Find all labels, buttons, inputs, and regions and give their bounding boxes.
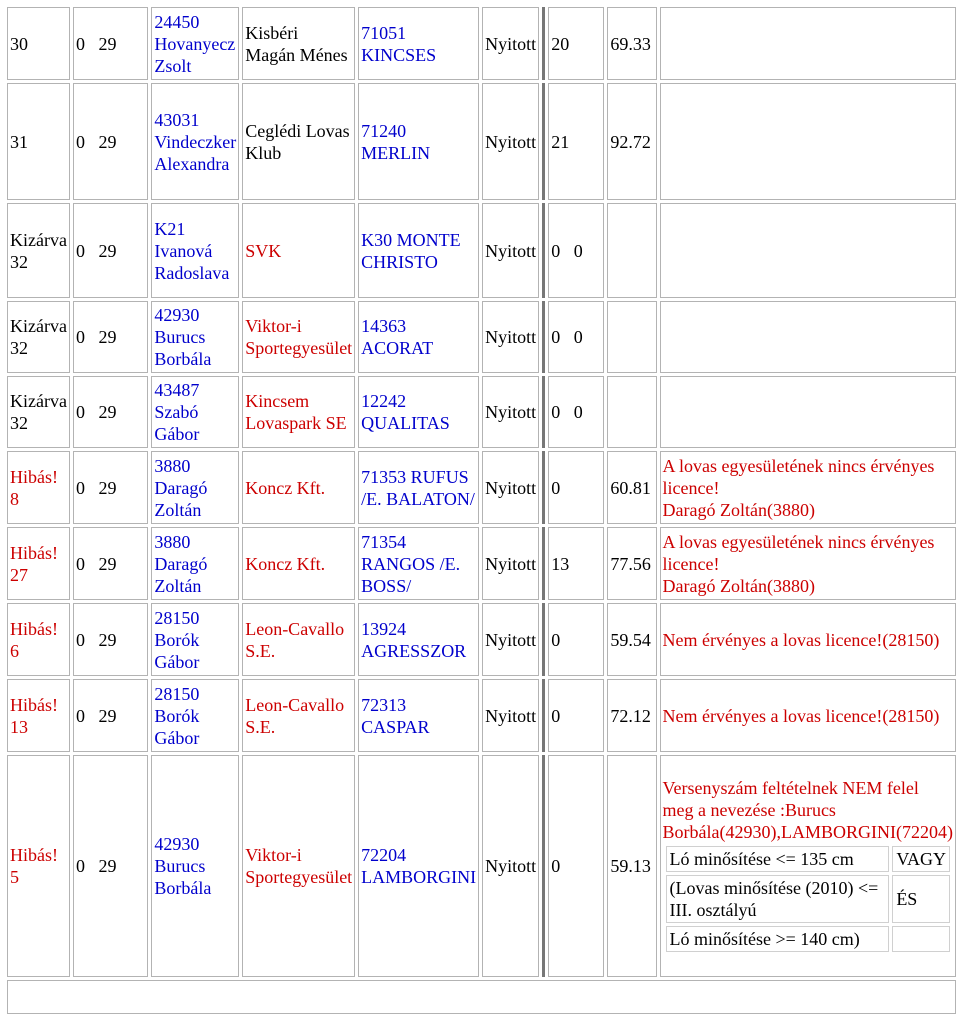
score-cell: 69.33 xyxy=(607,7,656,80)
results-table xyxy=(4,4,959,1017)
note-cell: A lovas egyesületének nincs érvényes licence! Daragó Zoltán(3880) xyxy=(660,527,956,600)
column-separator xyxy=(542,527,545,600)
score-cell xyxy=(607,301,656,373)
note-cell xyxy=(660,7,956,80)
rider-cell[interactable] xyxy=(151,679,239,752)
column-separator xyxy=(542,376,545,448)
horse-cell[interactable] xyxy=(358,755,479,977)
horse-link[interactable]: 71354 RANGOS /E. BOSS/ xyxy=(361,531,461,596)
fault-cell: 0 xyxy=(548,755,604,977)
place-cell: Kizárva 32 xyxy=(7,376,70,448)
fault-cell: 0 0 xyxy=(548,203,604,298)
operator-or: VAGY xyxy=(892,846,950,872)
rider-cell[interactable] xyxy=(151,301,239,373)
column-separator xyxy=(542,301,545,373)
table-row xyxy=(7,451,956,524)
v-cell: 0 29 xyxy=(73,603,148,676)
v-cell: 0 29 xyxy=(73,376,148,448)
note-cell: A lovas egyesületének nincs érvényes licence! Daragó Zoltán(3880) xyxy=(660,451,956,524)
table-row xyxy=(7,376,956,448)
status-cell: Nyitott xyxy=(482,376,539,448)
table-row xyxy=(7,679,956,752)
rider-link[interactable]: 43031 Vindeczker Alexandra xyxy=(154,109,237,174)
fault-cell: 20 xyxy=(548,7,604,80)
condition-1: Ló minősítése <= 135 cm xyxy=(666,846,890,872)
rider-link[interactable]: 43487 Szabó Gábor xyxy=(154,380,200,444)
score-cell xyxy=(607,203,656,298)
table-row xyxy=(7,527,956,600)
status-cell: Nyitott xyxy=(482,679,539,752)
rider-link[interactable]: 42930 Burucs Borbála xyxy=(154,305,212,369)
place-cell: Hibás! 5 xyxy=(7,755,70,977)
club-cell: Leon-Cavallo S.E. xyxy=(242,679,355,752)
column-separator xyxy=(542,755,545,977)
rider-link[interactable]: 3880 Daragó Zoltán xyxy=(154,531,208,596)
note-cell xyxy=(660,301,956,373)
status-cell: Nyitott xyxy=(482,603,539,676)
club-cell: SVK xyxy=(242,203,355,298)
horse-link[interactable]: 72313 CASPAR xyxy=(361,694,430,737)
note-cell: Nem érvényes a lovas licence!(28150) xyxy=(660,603,956,676)
status-cell: Nyitott xyxy=(482,203,539,298)
horse-cell[interactable] xyxy=(358,301,479,373)
horse-link[interactable]: 13924 AGRESSZOR xyxy=(361,618,467,661)
horse-cell[interactable] xyxy=(358,603,479,676)
rider-link[interactable]: 3880 Daragó Zoltán xyxy=(154,455,208,520)
status-cell: Nyitott xyxy=(482,527,539,600)
score-cell: 92.72 xyxy=(607,83,656,200)
place-cell: 31 xyxy=(7,83,70,200)
rider-cell[interactable] xyxy=(151,755,239,977)
v-cell: 0 29 xyxy=(73,451,148,524)
horse-cell[interactable] xyxy=(358,376,479,448)
horse-link[interactable]: 71051 KINCSES xyxy=(361,22,437,65)
column-separator xyxy=(542,203,545,298)
horse-cell[interactable] xyxy=(358,83,479,200)
score-cell: 60.81 xyxy=(607,451,656,524)
condition-2: (Lovas minősítése (2010) <= III. osztályú xyxy=(666,875,890,923)
table-row xyxy=(7,980,956,1014)
rider-link[interactable]: 42930 Burucs Borbála xyxy=(154,834,212,898)
horse-link[interactable]: 71353 RUFUS /E. BALATON/ xyxy=(361,466,475,509)
place-cell: Hibás! 13 xyxy=(7,679,70,752)
horse-cell[interactable] xyxy=(358,7,479,80)
note-cell xyxy=(660,83,956,200)
operator-and: ÉS xyxy=(892,875,950,923)
rider-cell[interactable] xyxy=(151,603,239,676)
place-cell: Kizárva 32 xyxy=(7,301,70,373)
empty-row xyxy=(7,980,956,1014)
place-cell: Hibás! 27 xyxy=(7,527,70,600)
fault-cell: 21 xyxy=(548,83,604,200)
condition-message: Versenyszám feltételnek NEM felel meg a nevezése :Burucs Borbála(42930),LAMBORGINI(72204) xyxy=(662,778,953,842)
condition-empty xyxy=(892,926,950,952)
club-cell: Ceglédi Lovas Klub xyxy=(242,83,355,200)
horse-link[interactable]: 14363 ACORAT xyxy=(361,316,434,358)
condition-table xyxy=(663,843,953,955)
horse-cell[interactable] xyxy=(358,679,479,752)
club-cell: Kisbéri Magán Ménes xyxy=(242,7,355,80)
v-cell: 0 29 xyxy=(73,679,148,752)
rider-cell[interactable] xyxy=(151,376,239,448)
v-cell: 0 29 xyxy=(73,203,148,298)
column-separator xyxy=(542,451,545,524)
place-cell: Hibás! 8 xyxy=(7,451,70,524)
club-cell: Kincsem Lovaspark SE xyxy=(242,376,355,448)
column-separator xyxy=(542,603,545,676)
horse-cell[interactable] xyxy=(358,527,479,600)
note-cell xyxy=(660,376,956,448)
status-cell: Nyitott xyxy=(482,755,539,977)
rider-link[interactable]: 24450 Hovanyecz Zsolt xyxy=(154,11,236,76)
column-separator xyxy=(542,7,545,80)
v-cell: 0 29 xyxy=(73,755,148,977)
horse-cell[interactable] xyxy=(358,203,479,298)
table-row xyxy=(7,603,956,676)
rider-cell[interactable] xyxy=(151,451,239,524)
club-cell: Koncz Kft. xyxy=(242,451,355,524)
club-cell: Koncz Kft. xyxy=(242,527,355,600)
rider-cell[interactable] xyxy=(151,203,239,298)
rider-cell[interactable] xyxy=(151,83,239,200)
fault-cell: 0 xyxy=(548,451,604,524)
column-separator xyxy=(542,679,545,752)
rider-cell[interactable] xyxy=(151,527,239,600)
horse-link[interactable]: 71240 MERLIN xyxy=(361,120,431,163)
note-cell xyxy=(660,755,956,977)
status-cell: Nyitott xyxy=(482,451,539,524)
v-cell: 0 29 xyxy=(73,83,148,200)
rider-link[interactable]: 28150 Borók Gábor xyxy=(154,683,200,748)
score-cell: 72.12 xyxy=(607,679,656,752)
status-cell: Nyitott xyxy=(482,7,539,80)
rider-link[interactable]: K21 Ivanová Radoslava xyxy=(154,218,230,283)
v-cell: 0 29 xyxy=(73,7,148,80)
note-cell: Nem érvényes a lovas licence!(28150) xyxy=(660,679,956,752)
score-cell: 59.54 xyxy=(607,603,656,676)
score-cell: 77.56 xyxy=(607,527,656,600)
table-row xyxy=(7,7,956,80)
rider-cell[interactable] xyxy=(151,7,239,80)
fault-cell: 0 xyxy=(548,679,604,752)
place-cell: Hibás! 6 xyxy=(7,603,70,676)
place-cell: Kizárva 32 xyxy=(7,203,70,298)
score-cell: 59.13 xyxy=(607,755,656,977)
v-cell: 0 29 xyxy=(73,301,148,373)
table-row xyxy=(7,755,956,977)
club-cell: Viktor-i Sportegyesület xyxy=(242,301,355,373)
horse-cell[interactable] xyxy=(358,451,479,524)
v-cell: 0 29 xyxy=(73,527,148,600)
note-cell xyxy=(660,203,956,298)
table-row xyxy=(7,301,956,373)
status-cell: Nyitott xyxy=(482,301,539,373)
column-separator xyxy=(542,83,545,200)
club-cell: Leon-Cavallo S.E. xyxy=(242,603,355,676)
table-row xyxy=(7,203,956,298)
fault-cell: 13 xyxy=(548,527,604,600)
club-cell: Viktor-i Sportegyesület xyxy=(242,755,355,977)
horse-link[interactable]: 12242 QUALITAS xyxy=(361,391,450,433)
status-cell: Nyitott xyxy=(482,83,539,200)
horse-link[interactable]: 72204 LAMBORGINI xyxy=(361,845,477,887)
rider-link[interactable]: 28150 Borók Gábor xyxy=(154,607,200,672)
score-cell xyxy=(607,376,656,448)
fault-cell: 0 0 xyxy=(548,301,604,373)
table-row xyxy=(7,83,956,200)
horse-link[interactable]: K30 MONTE CHRISTO xyxy=(361,229,461,272)
condition-3: Ló minősítése >= 140 cm) xyxy=(666,926,890,952)
place-cell: 30 xyxy=(7,7,70,80)
fault-cell: 0 xyxy=(548,603,604,676)
fault-cell: 0 0 xyxy=(548,376,604,448)
